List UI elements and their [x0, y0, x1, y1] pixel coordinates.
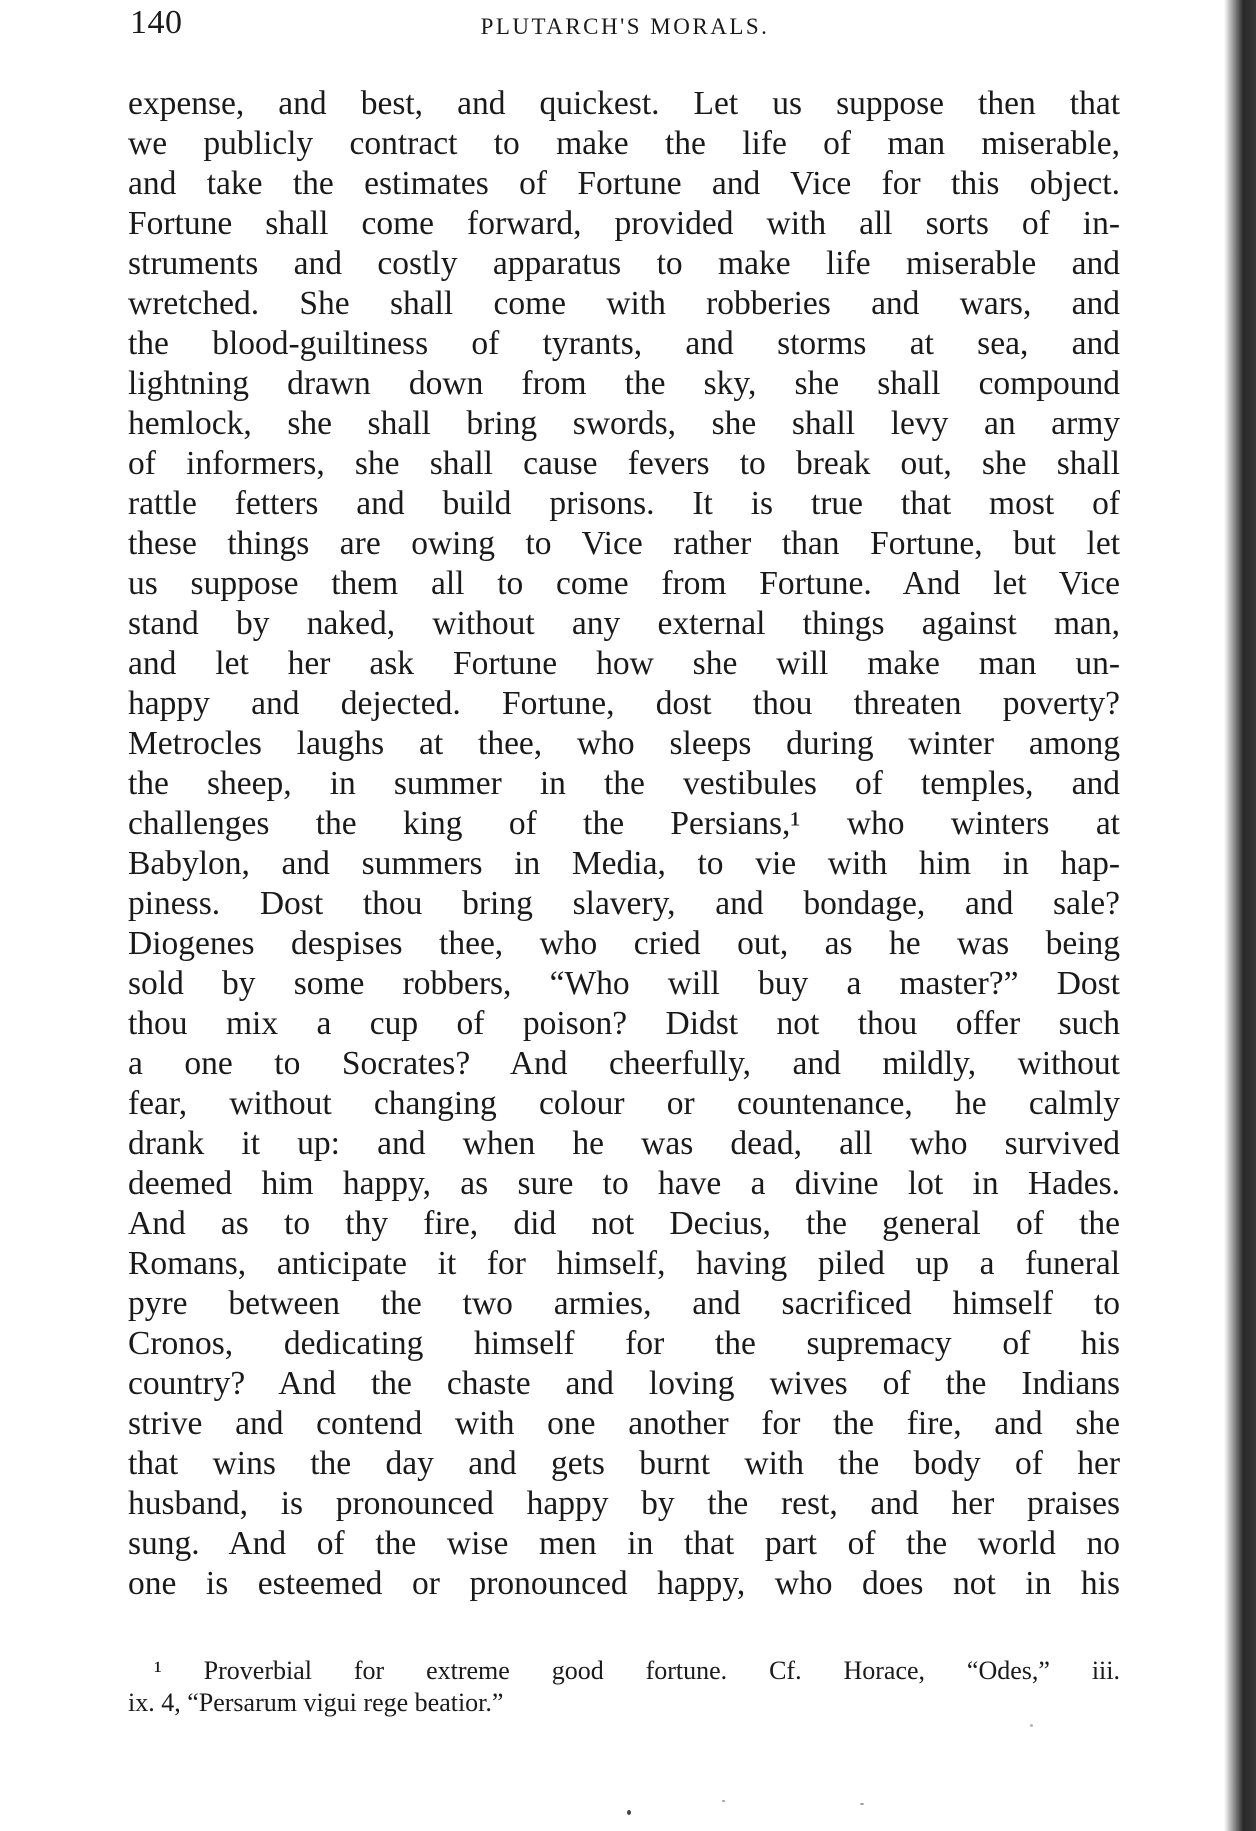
- text-line: Cronos, dedicating himself for the supremacy of his: [128, 1325, 1120, 1362]
- text-line: deemed him happy, as sure to have a divine lot in Hades.: [128, 1165, 1120, 1202]
- text-line: stand by naked, without any external things against man,: [128, 605, 1120, 642]
- text-line: country? And the chaste and loving wives of the Indians: [128, 1365, 1120, 1402]
- text-line: and let her ask Fortune how she will make man un-: [128, 645, 1120, 682]
- text-line: hemlock, she shall bring swords, she shall levy an army: [128, 405, 1120, 442]
- text-line: expense, and best, and quickest. Let us suppose then that: [128, 85, 1120, 122]
- text-line: strive and contend with one another for the fire, and she: [128, 1405, 1120, 1442]
- text-line: we publicly contract to make the life of man miserable,: [128, 125, 1120, 162]
- running-head: [130, 4, 1120, 50]
- text-line: of informers, she shall cause fevers to break out, she shall: [128, 445, 1120, 482]
- text-line: lightning drawn down from the sky, she shall compound: [128, 365, 1120, 402]
- text-line: the blood-guiltiness of tyrants, and storms at sea, and: [128, 325, 1120, 362]
- text-line: piness. Dost thou bring slavery, and bondage, and sale?: [128, 885, 1120, 922]
- text-line: sold by some robbers, “Who will buy a master?” Dost: [128, 965, 1120, 1002]
- scan-speck: [1030, 1724, 1033, 1727]
- text-line: the sheep, in summer in the vestibules of temples, and: [128, 765, 1120, 802]
- text-line: fear, without changing colour or countenance, he calmly: [128, 1085, 1120, 1122]
- text-line: these things are owing to Vice rather than Fortune, but let: [128, 525, 1120, 562]
- text-line: sung. And of the wise men in that part of the world no: [128, 1525, 1120, 1562]
- text-line: Babylon, and summers in Media, to vie with him in hap-: [128, 845, 1120, 882]
- text-line: happy and dejected. Fortune, dost thou threaten poverty?: [128, 685, 1120, 722]
- text-line: And as to thy fire, did not Decius, the general of the: [128, 1205, 1120, 1242]
- text-line: rattle fetters and build prisons. It is true that most of: [128, 485, 1120, 522]
- text-line: thou mix a cup of poison? Didst not thou offer such: [128, 1005, 1120, 1042]
- footnote-line: ix. 4, “Persarum vigui rege beatior.”: [128, 1688, 504, 1717]
- text-line: that wins the day and gets burnt with the body of her: [128, 1445, 1120, 1482]
- text-line: drank it up: and when he was dead, all who survived: [128, 1125, 1120, 1162]
- text-line: and take the estimates of Fortune and Vice for this object.: [128, 165, 1120, 202]
- text-line: struments and costly apparatus to make life miserable and: [128, 245, 1120, 282]
- text-line: a one to Socrates? And cheerfully, and mildly, without: [128, 1045, 1120, 1082]
- text-line: us suppose them all to come from Fortune. And let Vice: [128, 565, 1120, 602]
- text-line: Romans, anticipate it for himself, having piled up a funeral: [128, 1245, 1120, 1282]
- text-line: husband, is pronounced happy by the rest, and her praises: [128, 1485, 1120, 1522]
- scan-speck: [722, 1800, 725, 1802]
- text-line: pyre between the two armies, and sacrificed himself to: [128, 1285, 1120, 1322]
- text-line: one is esteemed or pronounced happy, who does not in his: [128, 1565, 1120, 1602]
- scan-speck: [627, 1810, 631, 1815]
- running-title: PLUTARCH'S MORALS.: [480, 14, 770, 39]
- scan-speck: [860, 1803, 864, 1805]
- body-text: [128, 84, 1120, 1604]
- text-line: Metrocles laughs at thee, who sleeps during winter among: [128, 725, 1120, 762]
- text-line: wretched. She shall come with robberies and wars, and: [128, 285, 1120, 322]
- text-line: challenges the king of the Persians,¹ who winters at: [128, 805, 1120, 842]
- text-line: Fortune shall come forward, provided with all sorts of in-: [128, 205, 1120, 242]
- footnotes: [128, 1655, 1120, 1719]
- spine-shadow: [1224, 0, 1256, 1831]
- text-line: Diogenes despises thee, who cried out, as he was being: [128, 925, 1120, 962]
- page-number: 140: [130, 4, 183, 41]
- footnote-line: ¹ Proverbial for extreme good fortune. Cf. Horace, “Odes,” iii.: [154, 1656, 1120, 1685]
